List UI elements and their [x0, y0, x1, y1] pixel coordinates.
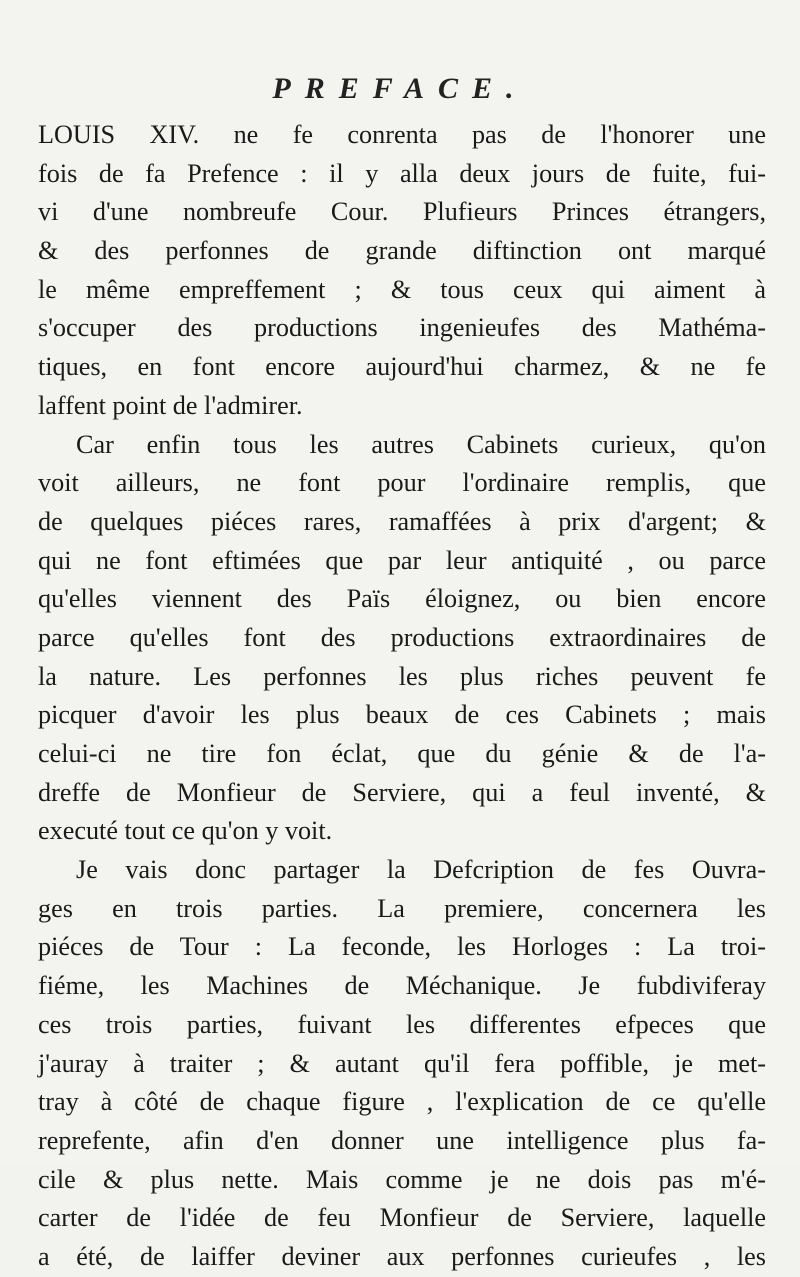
text-line: parce qu'elles font des productions extraordinaires de [38, 622, 766, 652]
text-line: le même empreffement ; & tous ceux qui aiment à [38, 274, 766, 304]
text-line: vi d'une nombreufe Cour. Plufieurs Princes étrangers, [38, 197, 766, 227]
text-line: cile & plus nette. Mais comme je ne dois pas m'é- [38, 1164, 766, 1194]
text-line: a été, de laiffer deviner aux perfonnes curieufes , les [38, 1241, 766, 1271]
text-line: s'occuper des productions ingenieufes des Mathéma- [38, 313, 766, 343]
text-line: carter de l'idée de feu Monfieur de Serviere, laquelle [38, 1203, 766, 1233]
text-line: qu'elles viennent des Païs éloignez, ou bien encore [38, 584, 766, 614]
text-line: celui-ci ne tire fon éclat, que du génie & de l'a- [38, 739, 766, 768]
text-line: qui ne font eftimées que par leur antiquité , ou parce [38, 545, 766, 575]
text-line: la nature. Les perfonnes les plus riches peuvent fe [38, 661, 766, 691]
body-text [38, 116, 766, 1277]
text-line: j'auray à traiter ; & autant qu'il fera poffible, je met- [38, 1048, 766, 1078]
text-line: dreffe de Monfieur de Serviere, qui a feul inventé, & [38, 777, 766, 807]
text-line: ges en trois parties. La premiere, concernera les [38, 893, 766, 923]
text-line: piéces de Tour : La feconde, les Horloges : La troi- [38, 932, 766, 962]
text-line: de quelques piéces rares, ramaffées à prix d'argent; & [38, 506, 766, 536]
text-line: tray à côté de chaque figure , l'explication de ce qu'elle [38, 1087, 766, 1117]
running-title: PREFACE. [272, 72, 528, 105]
text-line: Je vais donc partager la Defcription de fes Ouvra- [76, 855, 766, 885]
text-line: LOUIS XIV. ne fe conrenta pas de l'honorer une [38, 120, 766, 149]
text-line: fiéme, les Machines de Méchanique. Je fubdiviferay [38, 971, 766, 1001]
text-line: ces trois parties, fuivant les differentes efpeces que [38, 1009, 766, 1039]
text-line: fois de fa Prefence : il y alla deux jours de fuite, fui- [38, 158, 766, 188]
text-line: & des perfonnes de grande diftinction ont marqué [38, 236, 766, 266]
text-line: reprefente, afin d'en donner une intelligence plus fa- [38, 1125, 766, 1155]
text-line: voit ailleurs, ne font pour l'ordinaire remplis, que [38, 468, 766, 498]
text-line: tiques, en font encore aujourd'hui charmez, & ne fe [38, 352, 766, 382]
text-line: laffent point de l'admirer. [38, 390, 303, 420]
text-line: executé tout ce qu'on y voit. [38, 816, 333, 846]
text-line: picquer d'avoir les plus beaux de ces Cabinets ; mais [38, 700, 766, 730]
text-line: Car enfin tous les autres Cabinets curieux, qu'on [76, 429, 766, 459]
